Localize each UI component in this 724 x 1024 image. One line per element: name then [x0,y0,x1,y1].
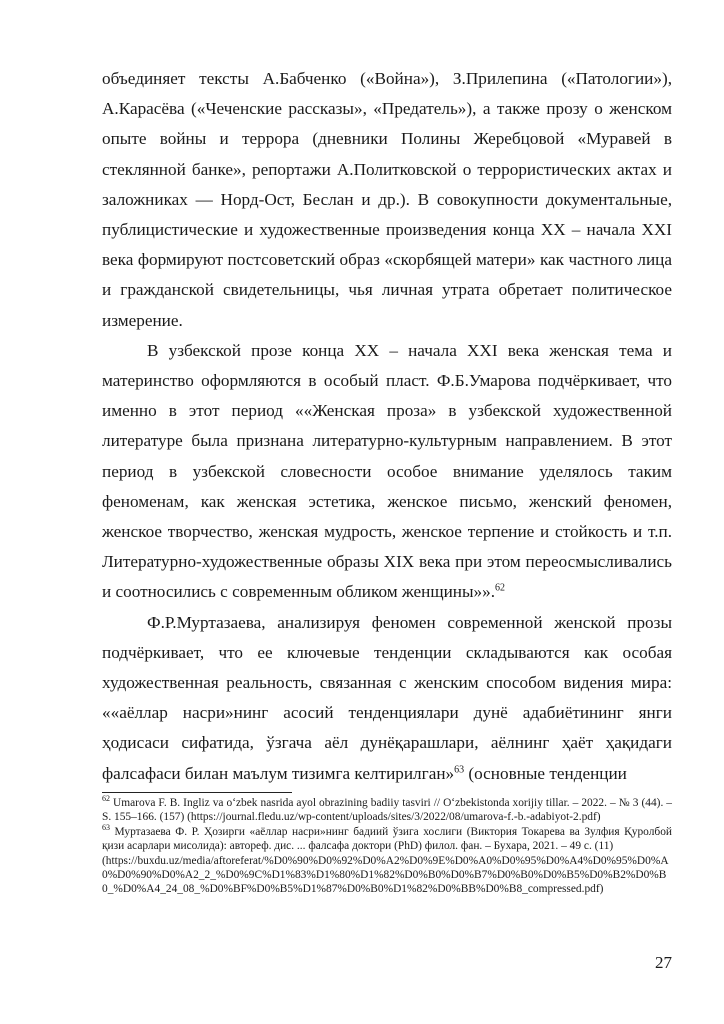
paragraph-3-tail: (основные тенденции [464,763,627,783]
footnote-separator [102,792,292,793]
footnotes [102,796,672,897]
footnote-62 [102,796,672,825]
paragraph-3 [102,608,672,789]
footnote-ref-62[interactable]: 62 [495,582,506,594]
footnote-link[interactable]: (https://buxdu.uz/media/aftoreferat/%D0%90%D0%92%D0%A2%D0%9E%D0%A0%D0%95%D0%A4%D0%95%D0%A0%D0%90%D0%A2_2_%D0%9C%D1%83%D1%80%D1%82%D0%B0%D0%B7%D0%B0%D0%B5%D0%B2%D0%B0_%D0%A4_24_08_%D0%BF%D0%B5%D1%87%D0%B0%D1%82%D0%BB%D0%B8_compressed.pdf) [102,854,669,896]
footnote-ref-63[interactable]: 63 [454,763,465,775]
footnote-text: Муртазаева Ф. Р. Ҳозирги «аёллар насри»нинг бадиий ўзига хослиги (Виктория Токарева ва Зулфия Қуролбой қизи асарлари мисолида): автореф. дис. ... фалсафа доктори (PhD) филол. фан. – Бухара, 2021. – 49 с. (11) [102,825,672,853]
footnote-63-url [102,854,672,897]
paragraph-3-text: Ф.Р.Муртазаева, анализируя феномен современной женской прозы подчёркивает, что ее ключевые тенденции складываются как особая художественная реальность, связанная с женским способом видения мира: ««аёллар насри»нинг асосий тенденциялари дунё адабиётининг янги ҳодисаси сифатида, ўзгача аёл дунёқарашлари, аёлнинг ҳаёт ҳақидаги фалсафаси билан маълум тизимга келтирилган» [102,612,672,783]
paragraph-1-text: объединяет тексты А.Бабченко («Война»), З.Прилепина («Патологии»), А.Карасёва («Чеченские рассказы», «Предатель»), а также прозу о женском опыте войны и террора (дневники Полины Жеребцовой «Муравей в стеклянной банке», репортажи А.Политковской о террористических актах и заложниках — Норд-Ост, Беслан и др.). В совокупности документальные, публицистические и художественные произведения конца XX – начала XXI века формируют постсоветский образ «скорбящей матери» как частного лица и гражданской свидетельницы, чья личная утрата обретает политическое измерение. [102,69,672,330]
page-number: 27 [655,953,672,972]
paragraph-1 [102,64,672,336]
paragraph-2 [102,336,672,608]
footnote-number: 63 [102,823,110,833]
paragraph-2-text: В узбекской прозе конца XX – начала XXI века женская тема и материнство оформляются в особый пласт. Ф.Б.Умарова подчёркивает, что именно в этот период ««Женская проза» в узбекской художественной литературе была признана литературно-культурным направлением. В этот период в узбекской словесности особое внимание уделялось таким феноменам, как женская эстетика, женское письмо, женский феномен, женское творчество, женская мудрость, женское терпение и стойкость и т.п. Литературно-художественные образы XIX века при этом переосмысливались и соотносились с современным обликом женщины»». [102,340,672,602]
body-text [102,64,672,789]
footnote-text: Umarova F. B. Ingliz va o‘zbek nasrida ayol obrazining badiiy tasviri // O‘zbekistonda xorijiy tillar. – 2022. – № 3 (44). – S. 155–166. (157) (https://journal.fledu.uz/wp-content/uploads/sites/3/2022/08/umarova-f.-b.-adabiyot-2.pdf) [102,797,672,824]
footnote-number: 62 [102,794,110,804]
footnote-63 [102,825,672,854]
